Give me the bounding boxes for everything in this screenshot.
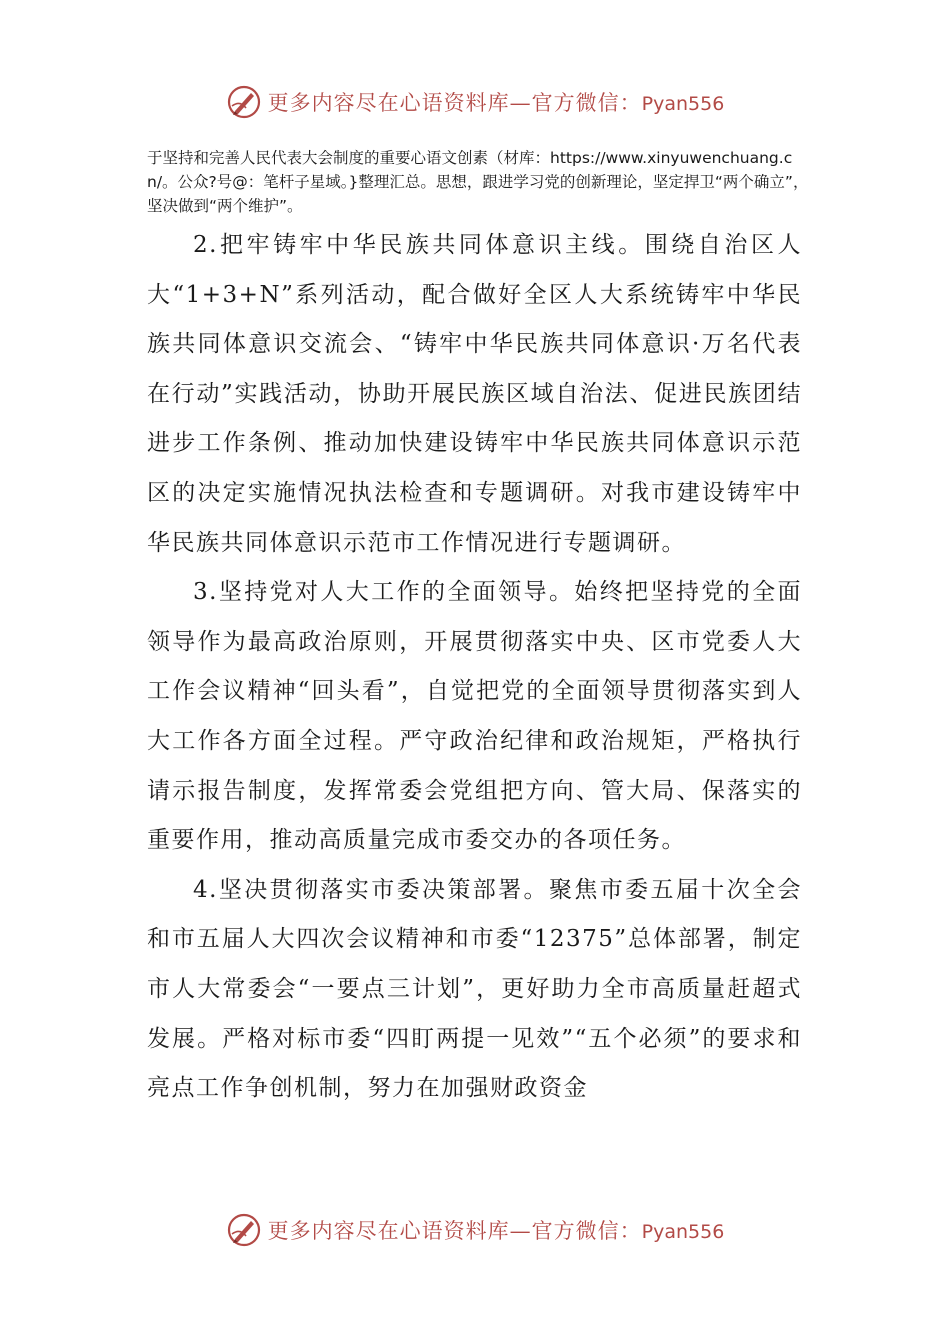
header-banner xyxy=(0,82,950,122)
footer-banner xyxy=(0,1210,950,1250)
banner-label: 更多内容尽在心语资料库—官方微信： xyxy=(267,1219,642,1243)
intro-text: 于坚持和完善人民代表大会制度的重要心语文创素（材库：https://www.xinyuwenchuang.cn/。公众?号@：笔杆子星域。}整理汇总。思想，跟进学习党的创新理论，坚定捍卫“两个确立”，坚决做到“两个维护”。 xyxy=(147,149,809,215)
wechat-id: Pyan556 xyxy=(641,1221,725,1243)
paragraph-3: 3.坚持党对人大工作的全面领导。始终把坚持党的全面领导作为最高政治原则，开展贯彻落实中央、区市党委人大工作会议精神“回头看”，自觉把党的全面领导贯彻落实到人大工作各方面全过程。严守政治纪律和政治规矩，严格执行请示报告制度，发挥常委会党组把方向、管大局、保落实的重要作用，推动高质量完成市委交办的各项任务。 xyxy=(147,579,802,854)
paragraph-4: 4.坚决贯彻落实市委决策部署。聚焦市委五届十次全会和市五届人大四次会议精神和市委“12375”总体部署，制定市人大常委会“一要点三计划”，更好助力全市高质量赶超式发展。严格对标市委“四盯两提一见效”“五个必须”的要求和亮点工作争创机制，努力在加强财政资金 xyxy=(147,876,802,1102)
pen-logo-icon xyxy=(226,84,262,120)
document-body xyxy=(147,221,802,1114)
paragraph-2: 2.把牢铸牢中华民族共同体意识主线。围绕自治区人大“1+3+N”系列活动，配合做好全区人大系统铸牢中华民族共同体意识交流会、“铸牢中华民族共同体意识·万名代表在行动”实践活动，协助开展民族区域自治法、促进民族团结进步工作条例、推动加快建设铸牢中华民族共同体意识示范区的决定实施情况执法检查和专题调研。对我市建设铸牢中华民族共同体意识示范市工作情况进行专题调研。 xyxy=(147,232,802,556)
banner-label: 更多内容尽在心语资料库—官方微信： xyxy=(267,91,642,115)
wechat-id: Pyan556 xyxy=(641,93,725,115)
pen-logo-icon xyxy=(226,1212,262,1248)
